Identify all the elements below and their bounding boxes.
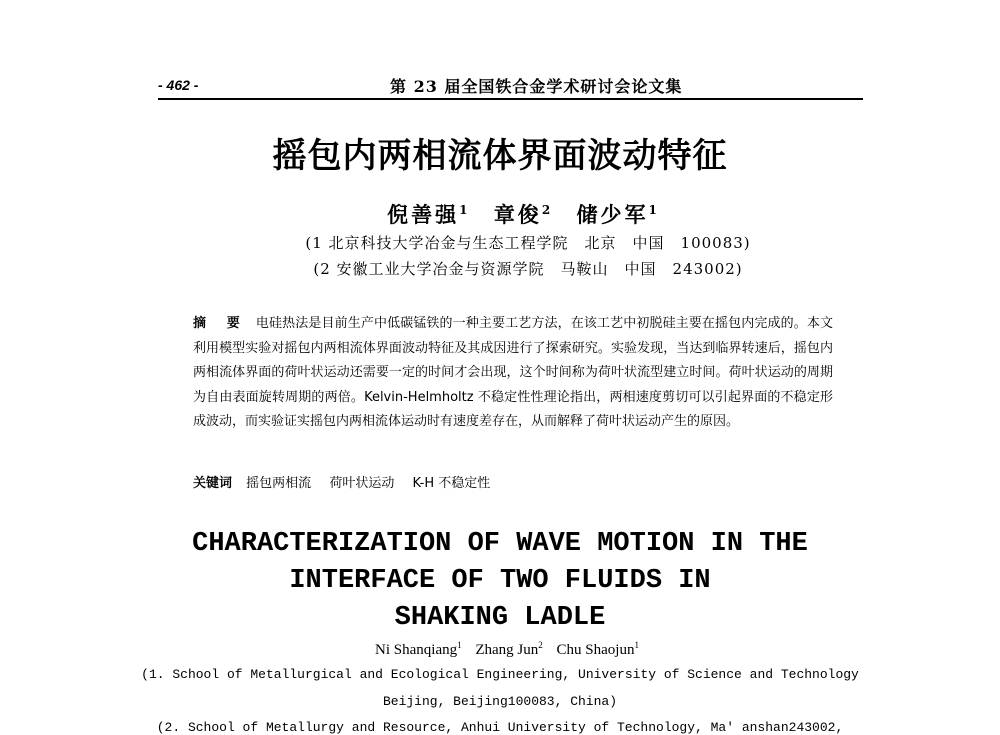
- chinese-title: 摇包内两相流体界面波动特征: [272, 136, 728, 176]
- keyword-3: K-H 不稳定性: [412, 476, 491, 491]
- affiliation-cn-1: (1 北京科技大学冶金与生态工程学院 北京 中国 100083): [305, 234, 751, 252]
- abstract-text: 电硅热法是目前生产中低碳锰铁的一种主要工艺方法，在该工艺中初脱硅主要在摇包内完成的。本文利用模型实验对摇包内两相流体界面波动特征及其成因进行了探索研究。实验发现，当达到临界转速后，摇包内两相流体界面的荷叶状运动还需要一定的时间才会出现，这个时间称为荷叶状流型建立时间。荷叶状运动的周期为自由表面旋转周期的两倍。Kelvin-Helmholtz 不稳定性性理论指出，两相速度剪切可以引起界面的不稳定形成波动，而实验证实摇包内两相流体运动时有速度差存在，从而解释了荷叶状运动产生的原因。: [193, 316, 833, 429]
- page-header: [158, 74, 863, 98]
- author-en-2: Zhang Jun: [475, 642, 539, 658]
- author-cn-1: 倪善强: [387, 202, 460, 227]
- english-title-line-3: SHAKING LADLE: [394, 603, 606, 633]
- running-head: 第 23 届全国铁合金学术研讨会论文集: [390, 77, 683, 96]
- author-cn-3-sup: 1: [648, 203, 657, 217]
- affiliation-en-1-cont: Beijing, Beijing100083, China): [382, 694, 618, 709]
- keywords: [193, 472, 833, 491]
- abstract: [193, 312, 833, 435]
- keywords-label: 关键词: [193, 476, 233, 491]
- english-title-line-1: CHARACTERIZATION OF WAVE MOTION IN THE: [192, 529, 808, 559]
- author-cn-1-sup: 1: [459, 203, 468, 217]
- abstract-label: 摘 要: [193, 316, 248, 331]
- english-title-line-2: INTERFACE OF TWO FLUIDS IN: [289, 566, 711, 596]
- author-cn-2-sup: 2: [541, 203, 551, 217]
- author-cn-3: 储少军: [576, 202, 649, 227]
- affiliation-cn-2: (2 安徽工业大学冶金与资源学院 马鞍山 中国 243002): [313, 260, 743, 278]
- author-cn-2: 章俊: [493, 202, 542, 227]
- keyword-2: 荷叶状运动: [329, 476, 395, 491]
- author-en-1-sup: 1: [457, 640, 462, 650]
- english-authors: [0, 640, 1000, 659]
- english-title: [0, 526, 1000, 637]
- header-rule: [158, 98, 863, 100]
- author-en-1: Ni Shanqiang: [375, 642, 458, 658]
- affiliation-en-1: (1. School of Metallurgical and Ecological Engineering, University of Science and Technology: [141, 667, 859, 682]
- author-en-3: Chu Shaojun: [556, 642, 635, 658]
- page-number: - 462 -: [158, 77, 199, 93]
- affiliation-en-2: (2. School of Metallurgy and Resource, Anhui University of Technology, Ma' anshan243002,: [156, 720, 844, 735]
- chinese-authors: [0, 199, 1000, 229]
- author-en-3-sup: 1: [634, 640, 639, 650]
- author-en-2-sup: 2: [538, 640, 543, 650]
- keyword-1: 摇包两相流: [246, 476, 312, 491]
